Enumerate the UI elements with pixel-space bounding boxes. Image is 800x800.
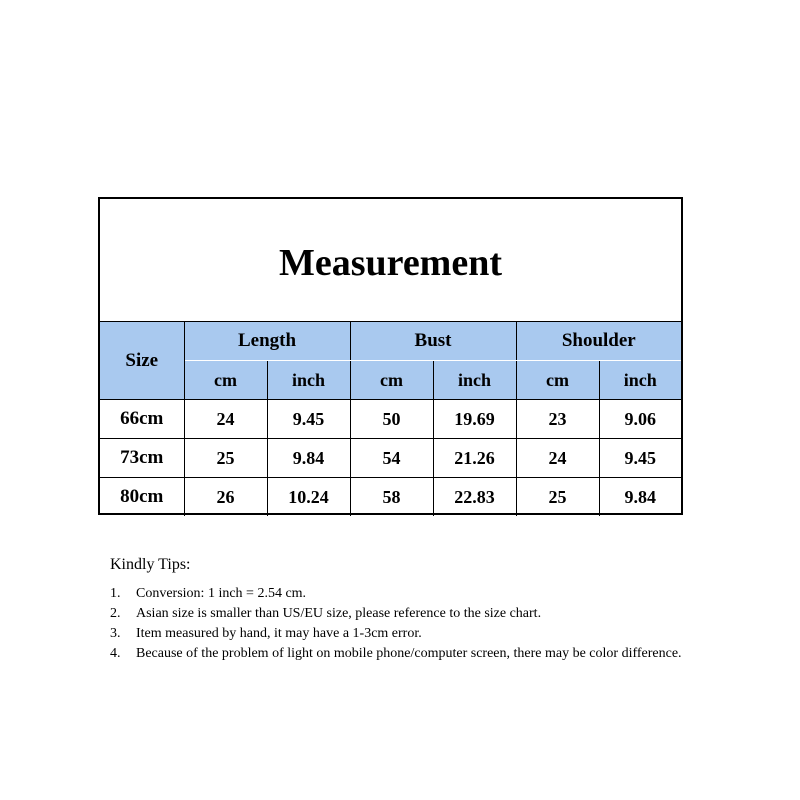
table-cell: 9.84 — [267, 439, 350, 478]
list-text: Conversion: 1 inch = 2.54 cm. — [136, 586, 307, 601]
size-cell: 66cm — [100, 400, 184, 439]
list-text: Asian size is smaller than US/EU size, please reference to the size chart. — [136, 606, 542, 621]
unit-header: inch — [433, 361, 516, 400]
bust-header: Bust — [350, 322, 516, 361]
length-header: Length — [184, 322, 350, 361]
table-cell: 25 — [516, 478, 599, 517]
table-cell: 22.83 — [433, 478, 516, 517]
table-cell: 10.24 — [267, 478, 350, 517]
table-cell: 9.84 — [599, 478, 681, 517]
list-item — [110, 584, 710, 604]
table-cell: 25 — [184, 439, 267, 478]
table-row — [100, 439, 681, 478]
size-cell: 80cm — [100, 478, 184, 517]
unit-header: cm — [184, 361, 267, 400]
table-cell: 50 — [350, 400, 433, 439]
size-table — [100, 321, 681, 516]
list-text: Item measured by hand, it may have a 1-3cm error. — [136, 626, 422, 641]
table-cell: 58 — [350, 478, 433, 517]
table-cell: 21.26 — [433, 439, 516, 478]
size-chart — [98, 197, 683, 515]
shoulder-header: Shoulder — [516, 322, 681, 361]
list-number: 3. — [110, 626, 121, 641]
list-number: 2. — [110, 606, 121, 621]
table-row — [100, 478, 681, 517]
list-text: Because of the problem of light on mobile phone/computer screen, there may be color difference. — [136, 646, 682, 661]
size-header: Size — [100, 322, 184, 400]
list-number: 4. — [110, 646, 121, 661]
list-item — [110, 604, 710, 624]
list-item — [110, 624, 710, 644]
unit-header: cm — [350, 361, 433, 400]
table-cell: 19.69 — [433, 400, 516, 439]
table-cell: 24 — [184, 400, 267, 439]
table-cell: 9.06 — [599, 400, 681, 439]
unit-header: inch — [267, 361, 350, 400]
tips-list — [110, 584, 710, 664]
table-cell: 26 — [184, 478, 267, 517]
kindly-tips — [110, 556, 710, 664]
table-cell: 54 — [350, 439, 433, 478]
table-cell: 24 — [516, 439, 599, 478]
list-item — [110, 644, 710, 664]
table-cell: 23 — [516, 400, 599, 439]
chart-title: Measurement — [278, 242, 502, 284]
list-number: 1. — [110, 586, 121, 601]
tips-title: Kindly Tips: — [110, 556, 191, 573]
size-cell: 73cm — [100, 439, 184, 478]
table-cell: 9.45 — [599, 439, 681, 478]
unit-header: inch — [599, 361, 681, 400]
table-row — [100, 400, 681, 439]
table-cell: 9.45 — [267, 400, 350, 439]
unit-header: cm — [516, 361, 599, 400]
